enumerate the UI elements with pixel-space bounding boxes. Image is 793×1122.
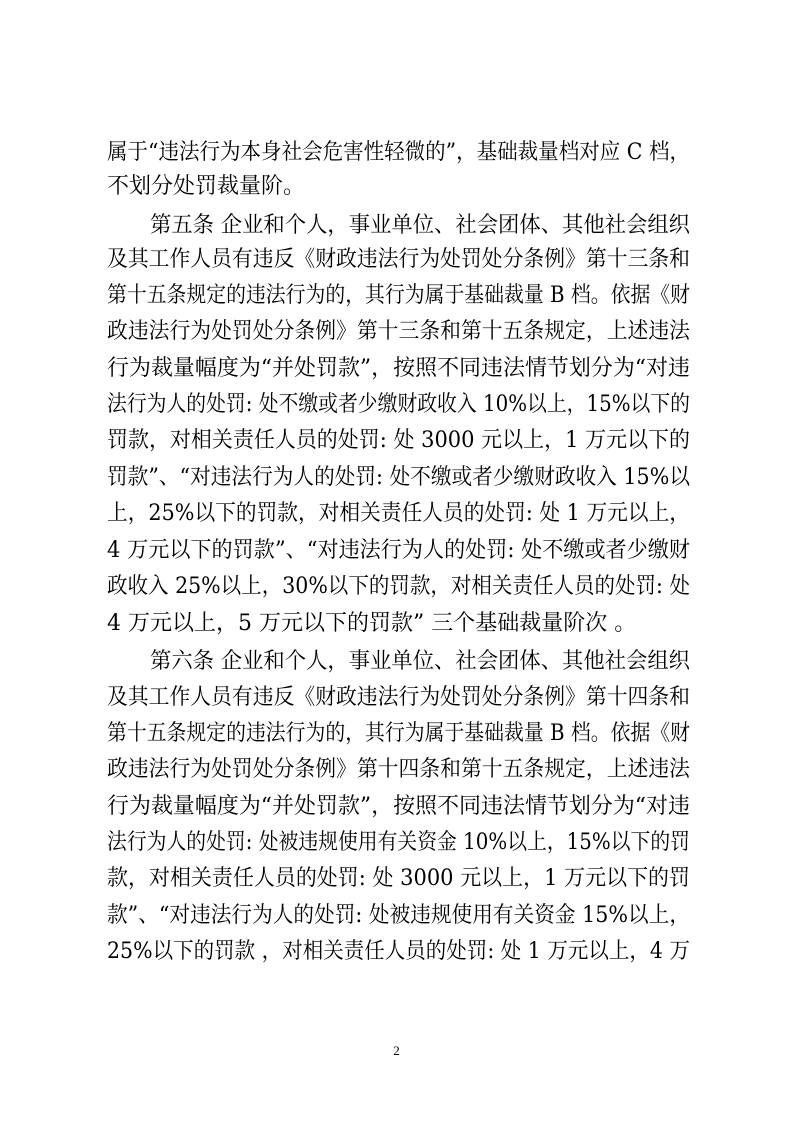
text-line: 4 万元以上，5 万元以下的罚款” 三个基础裁量阶次 。 [107, 611, 637, 636]
text-line: 不划分处罚裁量阶。 [107, 174, 306, 199]
text-line: 罚款，对相关责任人员的处罚: 处 3000 元以上，1 万元以下的 [107, 428, 691, 453]
text-line: 及其工作人员有违反《财政违法行为处罚处分条例》第十三条和 [107, 247, 690, 272]
text-line: 政违法行为处罚处分条例》第十三条和第十五条规定，上述违法 [107, 319, 690, 344]
text-line: 政违法行为处罚处分条例》第十四条和第十五条规定，上述违法 [107, 757, 690, 782]
text-line: 第十五条规定的违法行为的，其行为属于基础裁量 B 档。依据《财 [107, 721, 691, 746]
text-line: 第五条 企业和个人，事业单位、社会团体、其他社会组织 [150, 213, 691, 238]
text-line: 法行为人的处罚: 处不缴或者少缴财政收入 10%以上，15%以下的 [107, 392, 691, 417]
text-line: 25%以下的罚款 ，对相关责任人员的处罚: 处 1 万元以上，4 万 [107, 939, 691, 964]
text-line: 罚款”、“对违法行为人的处罚: 处不缴或者少缴财政收入 15%以 [107, 465, 690, 490]
text-line: 法行为人的处罚: 处被违规使用有关资金 10%以上，15%以下的罚 [107, 830, 691, 855]
text-line: 款，对相关责任人员的处罚: 处 3000 元以上，1 万元以下的罚 [107, 866, 691, 891]
text-line: 上，25%以下的罚款，对相关责任人员的处罚: 处 1 万元以上， [107, 501, 691, 526]
text-line: 4 万元以下的罚款”、“对违法行为人的处罚: 处不缴或者少缴财 [107, 538, 690, 563]
text-line: 第十五条规定的违法行为的，其行为属于基础裁量 B 档。依据《财 [107, 283, 691, 308]
text-line: 政收入 25%以上，30%以下的罚款，对相关责任人员的处罚: 处 [107, 574, 691, 599]
page-number: 2 [393, 1043, 400, 1058]
text-line: 行为裁量幅度为“并处罚款”，按照不同违法情节划分为“对违 [107, 356, 690, 381]
text-line: 第六条 企业和个人，事业单位、社会团体、其他社会组织 [150, 649, 691, 674]
text-line: 及其工作人员有违反《财政违法行为处罚处分条例》第十四条和 [107, 685, 690, 710]
text-line: 款”、“对违法行为人的处罚: 处被违规使用有关资金 15%以上， [107, 903, 690, 928]
text-line: 行为裁量幅度为“并处罚款”，按照不同违法情节划分为“对违 [107, 794, 690, 819]
text-line: 属于“违法行为本身社会危害性轻微的”，基础裁量档对应 C 档， [107, 140, 690, 165]
